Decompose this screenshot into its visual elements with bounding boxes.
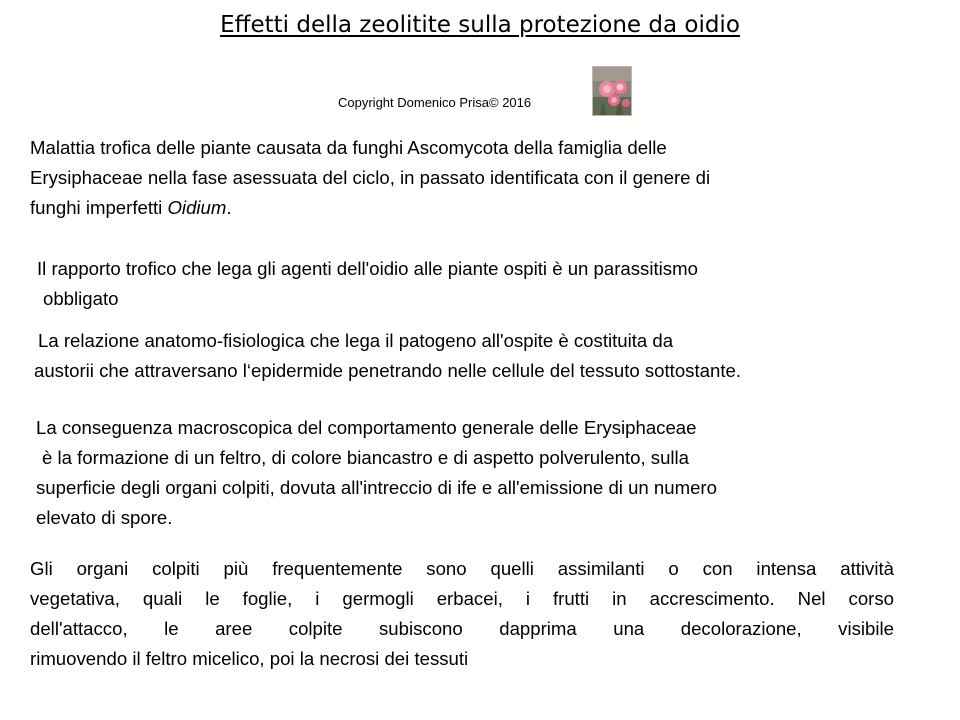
paragraph-affected-organs (30, 554, 894, 674)
paragraph-line: è la formazione di un feltro, di colore biancastro e di aspetto polverulento, sulla (42, 447, 690, 468)
paragraph-line: superficie degli organi colpiti, dovuta all'intreccio di ife e all'emissione di un numero (36, 477, 717, 498)
text-fragment: . (226, 197, 232, 218)
paragraph-line (30, 193, 710, 223)
paragraph-line: Erysiphaceae nella fase asessuata del ciclo, in passato identificata con il genere di (30, 167, 711, 188)
paragraph-trophic-relation (37, 254, 698, 314)
flower-photo (592, 66, 632, 116)
paragraph-definition (30, 133, 710, 223)
copyright-text: Copyright Domenico Prisa© 2016 (338, 95, 532, 110)
paragraph-macroscopic (36, 413, 717, 533)
flower-image-icon (593, 67, 632, 116)
paragraph-line: La conseguenza macroscopica del comportamento generale delle Erysiphaceae (36, 417, 697, 438)
text-fragment: funghi imperfetti (30, 197, 168, 218)
italic-genus-name: Oidium (167, 197, 227, 218)
paragraph-line: Gli organi colpiti più frequentemente sono quelli assimilanti o con intensa attività (30, 558, 894, 579)
paragraph-line: austorii che attraversano l‘epidermide penetrando nelle cellule del tessuto sottostante. (34, 360, 741, 381)
paragraph-line: vegetativa, quali le foglie, i germogli erbacei, i frutti in accrescimento. Nel corso (30, 588, 894, 609)
paragraph-line: elevato di spore. (36, 507, 173, 528)
paragraph-line: La relazione anatomo-fisiologica che lega il patogeno all'ospite è costituita da (38, 330, 674, 351)
paragraph-anatomy (34, 326, 741, 386)
paragraph-line: rimuovendo il feltro micelico, poi la necrosi dei tessuti (30, 648, 469, 669)
slide-title: Effetti della zeolitite sulla protezione da oidio (220, 12, 740, 38)
paragraph-line: Malattia trofica delle piante causata da funghi Ascomycota della famiglia delle (30, 137, 667, 158)
paragraph-line: obbligato (43, 288, 119, 309)
paragraph-line: dell'attacco, le aree colpite subiscono dapprima una decolorazione, visibile (30, 618, 894, 639)
paragraph-line: Il rapporto trofico che lega gli agenti dell'oidio alle piante ospiti è un parassitismo (37, 258, 698, 279)
